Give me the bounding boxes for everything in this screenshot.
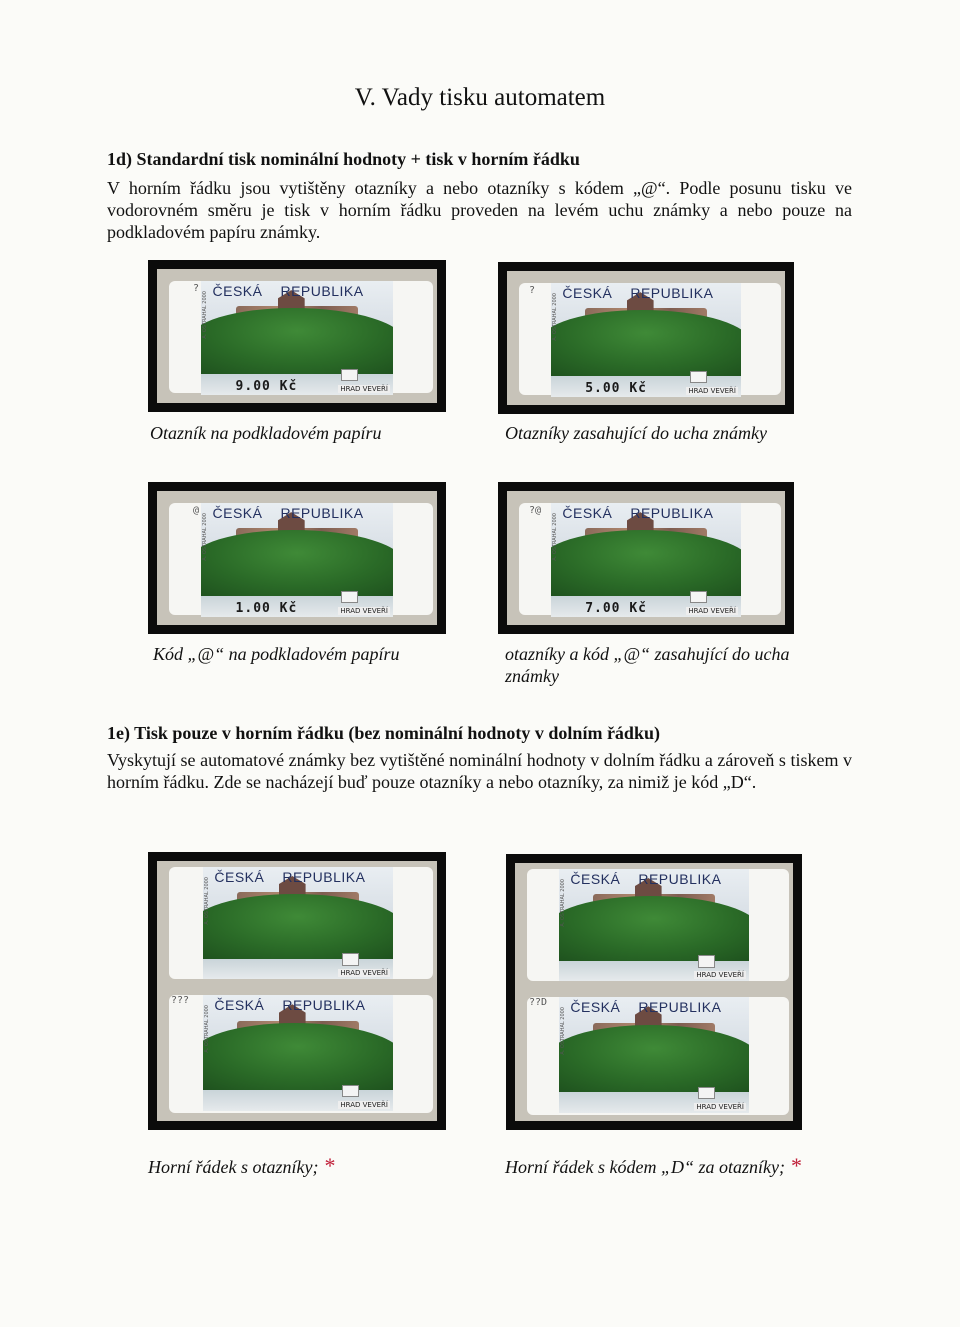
caption-5: Horní řádek s otazníky; * — [148, 1153, 336, 1178]
stamp-mount-2 — [498, 262, 794, 414]
asterisk-icon: * — [790, 1153, 802, 1178]
stamp-mount-5 — [148, 852, 446, 1130]
stamp-image: A. OSTRAHAL 2000 ČESKÁ REPUBLIKA HRAD VEVEŘÍ — [559, 997, 749, 1113]
stamp-image: A. OSTRAHAL 2000 ČESKÁ REPUBLIKA 1.00 Kč HRAD VEVEŘÍ — [201, 503, 393, 617]
asterisk-icon: * — [324, 1153, 336, 1178]
top-row-mark: ? — [529, 285, 536, 296]
section-1d-text: V horním řádku jsou vytištěny otazníky a nebo otazníky s kódem „@“. Podle posunu tisku ve vodorovném směru je tisk v horním řádku proveden na levém uchu známky a nebo pouze na podkladovém papíru známky. — [107, 178, 852, 242]
stamp-mount-3 — [148, 482, 446, 634]
stamp-image: A. OSTRAHAL 2000 ČESKÁ REPUBLIKA 9.00 Kč HRAD VEVEŘÍ — [201, 281, 393, 395]
nominal-value: 5.00 Kč — [585, 381, 647, 396]
top-row-mark: ??D — [529, 997, 548, 1008]
page-title: V. Vady tisku automatem — [354, 84, 606, 111]
caption-1: Otazník na podkladovém papíru — [150, 423, 382, 443]
stamp-image: A. OSTRAHAL 2000 ČESKÁ REPUBLIKA 7.00 Kč HRAD VEVEŘÍ — [551, 503, 741, 617]
stamp-mount-6 — [506, 854, 802, 1130]
caption-4: otazníky a kód „@“ zasahující do ucha známky — [505, 644, 790, 686]
caption-3: Kód „@“ na podkladovém papíru — [153, 644, 400, 664]
stamp-image: A. OSTRAHAL 2000 ČESKÁ REPUBLIKA 5.00 Kč HRAD VEVEŘÍ — [551, 283, 741, 397]
stamp-image: A. OSTRAHAL 2000 ČESKÁ REPUBLIKA HRAD VEVEŘÍ — [203, 995, 393, 1111]
stamp-image: A. OSTRAHAL 2000 ČESKÁ REPUBLIKA HRAD VEVEŘÍ — [559, 869, 749, 981]
section-1e-text: Vyskytují se automatové známky bez vytištěné nominální hodnoty v dolním řádku a zároveň s tiskem v horním řádku. Zde se nacházejí buď pouze otazníky a nebo otazníky, za nimiž je kód „D“. — [107, 750, 852, 792]
top-row-mark: ??? — [171, 995, 190, 1006]
caption-6: Horní řádek s kódem „D“ za otazníky; * — [505, 1153, 802, 1178]
nominal-value: 1.00 Kč — [235, 601, 298, 616]
caption-2: Otazníky zasahující do ucha známky — [505, 423, 767, 443]
stamp-mount-4 — [498, 482, 794, 634]
stamp-mount-1 — [148, 260, 446, 412]
top-row-mark: ?@ — [529, 505, 542, 516]
section-1e-heading: 1e) Tisk pouze v horním řádku (bez nominální hodnoty v dolním řádku) — [107, 723, 660, 743]
stamp-image: A. OSTRAHAL 2000 ČESKÁ REPUBLIKA HRAD VEVEŘÍ — [203, 867, 393, 979]
nominal-value: 9.00 Kč — [235, 379, 298, 394]
top-row-mark: @ — [193, 505, 200, 516]
nominal-value: 7.00 Kč — [585, 601, 647, 616]
section-1d-heading: 1d) Standardní tisk nominální hodnoty + tisk v horním řádku — [107, 149, 580, 169]
top-row-mark: ? — [193, 283, 200, 294]
